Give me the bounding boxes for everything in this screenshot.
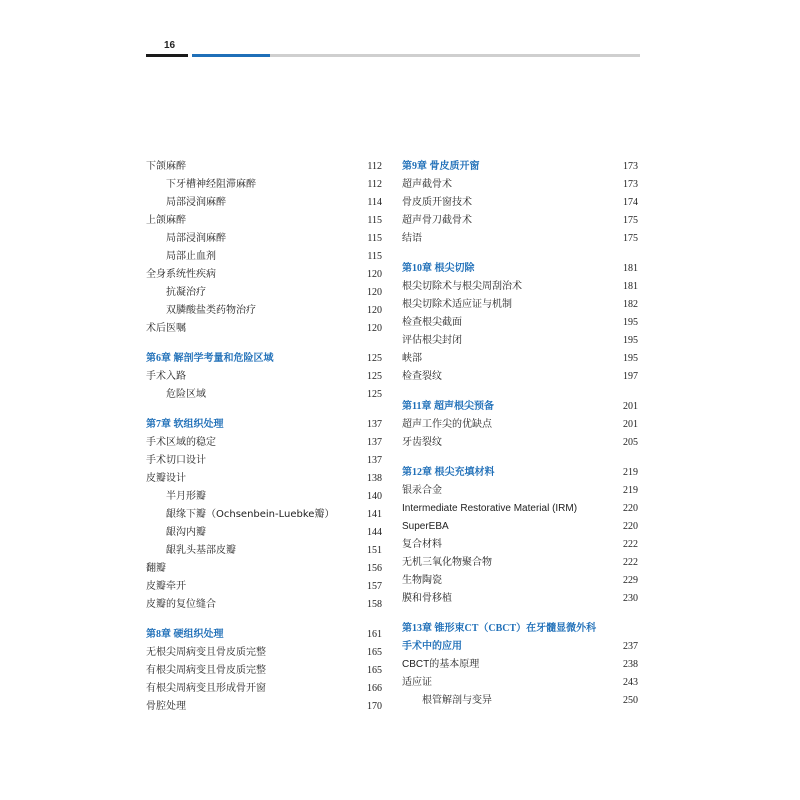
toc-entry-page: 175 xyxy=(623,233,638,244)
toc-chapter-entry[interactable] xyxy=(402,620,638,638)
toc-entry-title: 超声骨刀截骨术 xyxy=(402,215,472,226)
toc-entry[interactable] xyxy=(146,506,382,524)
toc-entry-page: 165 xyxy=(367,647,382,658)
toc-entry-page: 219 xyxy=(623,485,638,496)
toc-entry-title: SuperEBA xyxy=(402,521,449,532)
toc-entry-page: 137 xyxy=(367,455,382,466)
toc-entry[interactable] xyxy=(402,482,638,500)
toc-entry-title: 双膦酸盐类药物治疗 xyxy=(166,305,256,316)
toc-entry-title: 第9章 骨皮质开窗 xyxy=(402,161,480,172)
toc-entry-page: 237 xyxy=(623,641,638,652)
toc-entry-page: 120 xyxy=(367,287,382,298)
toc-entry-page: 201 xyxy=(623,401,638,412)
toc-entry-page: 250 xyxy=(623,695,638,706)
section-gap xyxy=(146,404,382,416)
toc-entry-page: 166 xyxy=(367,683,382,694)
toc-entry-page: 220 xyxy=(623,521,638,532)
toc-entry-page: 243 xyxy=(623,677,638,688)
toc-entry[interactable] xyxy=(402,314,638,332)
toc-entry-page: 125 xyxy=(367,371,382,382)
toc-entry-page: 120 xyxy=(367,305,382,316)
toc-entry[interactable] xyxy=(146,434,382,452)
toc-chapter-entry[interactable] xyxy=(146,626,382,644)
toc-entry[interactable] xyxy=(146,470,382,488)
toc-entry-title: 翻瓣 xyxy=(146,563,166,574)
toc-entry-title: 银汞合金 xyxy=(402,485,442,496)
toc-entry-title: 龈乳头基部皮瓣 xyxy=(166,545,236,556)
toc-entry-title: 无根尖周病变且骨皮质完整 xyxy=(146,647,266,658)
toc-entry[interactable] xyxy=(146,176,382,194)
toc-entry-page: 174 xyxy=(623,197,638,208)
toc-entry-title: 术后医嘱 xyxy=(146,323,186,334)
toc-entry-title: 手术切口设计 xyxy=(146,455,206,466)
toc-entry-page: 197 xyxy=(623,371,638,382)
section-gap xyxy=(402,386,638,398)
toc-entry[interactable] xyxy=(146,194,382,212)
toc-entry[interactable] xyxy=(146,386,382,404)
toc-entry-page: 181 xyxy=(623,281,638,292)
toc-entry[interactable] xyxy=(146,542,382,560)
toc-entry[interactable] xyxy=(402,416,638,434)
toc-entry[interactable] xyxy=(146,248,382,266)
toc-entry-title: 皮瓣设计 xyxy=(146,473,186,484)
toc-entry-page: 115 xyxy=(367,215,382,226)
toc-entry-page: 238 xyxy=(623,659,638,670)
toc-entry-title: 全身系统性疾病 xyxy=(146,269,216,280)
toc-entry[interactable] xyxy=(146,698,382,716)
toc-entry[interactable] xyxy=(146,266,382,284)
toc-entry-title: 龈沟内瓣 xyxy=(166,527,206,538)
toc-entry-title: 根管解剖与变异 xyxy=(422,695,492,706)
toc-entry-title: 手术区域的稳定 xyxy=(146,437,216,448)
toc-entry-page: 120 xyxy=(367,269,382,280)
section-gap xyxy=(402,248,638,260)
toc-entry[interactable] xyxy=(146,320,382,338)
toc-entry[interactable] xyxy=(402,656,638,674)
toc-entry-title: 骨皮质开窗技术 xyxy=(402,197,472,208)
toc-left-column xyxy=(146,158,382,716)
toc-entry-title: 龈缘下瓣（Ochsenbein-Luebke瓣） xyxy=(166,509,335,520)
toc-entry-page: 125 xyxy=(367,389,382,400)
toc-entry-title: 局部浸润麻醉 xyxy=(166,197,226,208)
toc-entry-title: CBCT的基本原理 xyxy=(402,659,480,670)
toc-entry-title: 局部止血剂 xyxy=(166,251,216,262)
toc-entry-page: 182 xyxy=(623,299,638,310)
toc-entry[interactable] xyxy=(146,524,382,542)
toc-entry-page: 219 xyxy=(623,467,638,478)
toc-entry-page: 120 xyxy=(367,323,382,334)
toc-entry[interactable] xyxy=(402,572,638,590)
toc-entry-title: 有根尖周病变且骨皮质完整 xyxy=(146,665,266,676)
toc-entry[interactable] xyxy=(146,596,382,614)
toc-entry-page: 173 xyxy=(623,161,638,172)
toc-entry[interactable] xyxy=(146,368,382,386)
header-rule-dark xyxy=(146,54,188,57)
toc-entry[interactable] xyxy=(402,518,638,536)
toc-entry-title: 根尖切除术与根尖周刮治术 xyxy=(402,281,522,292)
toc-entry[interactable] xyxy=(402,554,638,572)
toc-entry-page: 165 xyxy=(367,665,382,676)
toc-entry-page: 125 xyxy=(367,353,382,364)
toc-entry[interactable] xyxy=(146,662,382,680)
toc-entry[interactable] xyxy=(146,644,382,662)
toc-entry-page: 137 xyxy=(367,437,382,448)
toc-entry-title: 抗凝治疗 xyxy=(166,287,206,298)
toc-entry-page: 222 xyxy=(623,539,638,550)
toc-entry-page: 222 xyxy=(623,557,638,568)
toc-entry-page: 173 xyxy=(623,179,638,190)
toc-entry-page: 195 xyxy=(623,335,638,346)
toc-chapter-entry[interactable] xyxy=(146,416,382,434)
toc-entry-page: 144 xyxy=(367,527,382,538)
toc-entry-title: 第7章 软组织处理 xyxy=(146,419,224,430)
toc-entry-page: 112 xyxy=(367,161,382,172)
section-gap xyxy=(146,614,382,626)
toc-entry-page: 112 xyxy=(367,179,382,190)
toc-chapter-entry[interactable] xyxy=(402,464,638,482)
toc-entry-title: 皮瓣牵开 xyxy=(146,581,186,592)
toc-entry-title: 第6章 解剖学考量和危险区域 xyxy=(146,353,274,364)
toc-entry[interactable] xyxy=(402,194,638,212)
toc-entry[interactable] xyxy=(146,488,382,506)
toc-entry[interactable] xyxy=(402,692,638,710)
toc-entry-title: 局部浸润麻醉 xyxy=(166,233,226,244)
toc-entry-title: 第11章 超声根尖预备 xyxy=(402,401,494,412)
toc-entry-title: 手术中的应用 xyxy=(402,641,462,652)
toc-entry-title: 手术入路 xyxy=(146,371,186,382)
toc-chapter-entry[interactable] xyxy=(402,638,638,656)
toc-entry-title: 超声工作尖的优缺点 xyxy=(402,419,492,430)
toc-entry[interactable] xyxy=(402,332,638,350)
toc-entry-title: 皮瓣的复位缝合 xyxy=(146,599,216,610)
toc-entry-title: 半月形瓣 xyxy=(166,491,206,502)
toc-entry-title: 无机三氧化物聚合物 xyxy=(402,557,492,568)
toc-entry-page: 201 xyxy=(623,419,638,430)
toc-entry[interactable] xyxy=(146,284,382,302)
toc-entry-page: 195 xyxy=(623,317,638,328)
toc-entry[interactable] xyxy=(402,176,638,194)
toc-entry-page: 115 xyxy=(367,233,382,244)
header-rule-blue xyxy=(192,54,270,57)
toc-entry-page: 170 xyxy=(367,701,382,712)
toc-entry-page: 230 xyxy=(623,593,638,604)
toc-entry[interactable] xyxy=(146,158,382,176)
section-gap xyxy=(402,452,638,464)
toc-entry-title: 第13章 锥形束CT（CBCT）在牙髓显微外科 xyxy=(402,623,597,634)
toc-entry-page: 161 xyxy=(367,629,382,640)
toc-entry-title: 下颌麻醉 xyxy=(146,161,186,172)
toc-entry-title: 危险区域 xyxy=(166,389,206,400)
toc-entry-page: 141 xyxy=(367,509,382,520)
toc-entry-title: 评估根尖封闭 xyxy=(402,335,462,346)
toc-chapter-entry[interactable] xyxy=(402,260,638,278)
toc-entry-title: 第12章 根尖充填材料 xyxy=(402,467,495,478)
toc-entry-page: 115 xyxy=(367,251,382,262)
toc-entry[interactable] xyxy=(402,212,638,230)
toc-entry-page: 175 xyxy=(623,215,638,226)
toc-entry[interactable] xyxy=(146,230,382,248)
toc-entry-page: 157 xyxy=(367,581,382,592)
toc-entry[interactable] xyxy=(146,680,382,698)
toc-chapter-entry[interactable] xyxy=(402,398,638,416)
toc-entry-page: 229 xyxy=(623,575,638,586)
toc-entry[interactable] xyxy=(402,368,638,386)
toc-entry-title: 检查根尖截面 xyxy=(402,317,462,328)
toc-entry-title: 适应证 xyxy=(402,677,432,688)
toc-entry[interactable] xyxy=(146,302,382,320)
toc-entry-page: 137 xyxy=(367,419,382,430)
page-number: 16 xyxy=(164,40,176,51)
toc-entry-title: 峡部 xyxy=(402,353,422,364)
section-gap xyxy=(402,608,638,620)
toc-entry[interactable] xyxy=(402,434,638,452)
toc-entry-page: 195 xyxy=(623,353,638,364)
toc-entry-title: 第8章 硬组织处理 xyxy=(146,629,224,640)
toc-entry[interactable] xyxy=(146,578,382,596)
toc-entry[interactable] xyxy=(402,230,638,248)
toc-entry-title: 结语 xyxy=(402,233,422,244)
toc-entry-title: Intermediate Restorative Material (IRM) xyxy=(402,503,578,514)
toc-entry[interactable] xyxy=(402,590,638,608)
toc-entry-page: 114 xyxy=(367,197,382,208)
toc-entry-title: 复合材料 xyxy=(402,539,442,550)
toc-entry-page: 220 xyxy=(623,503,638,514)
toc-entry-page: 205 xyxy=(623,437,638,448)
toc-entry[interactable] xyxy=(402,296,638,314)
toc-entry-page: 181 xyxy=(623,263,638,274)
toc-entry[interactable] xyxy=(402,536,638,554)
toc-entry-page: 138 xyxy=(367,473,382,484)
toc-entry-title: 根尖切除术适应证与机制 xyxy=(402,299,512,310)
toc-entry-page: 140 xyxy=(367,491,382,502)
toc-entry[interactable] xyxy=(402,278,638,296)
toc-entry[interactable] xyxy=(146,212,382,230)
toc-entry[interactable] xyxy=(146,452,382,470)
toc-entry-page: 156 xyxy=(367,563,382,574)
toc-entry-title: 超声截骨术 xyxy=(402,179,452,190)
toc-entry-title: 生物陶瓷 xyxy=(402,575,442,586)
toc-entry-title: 膜和骨移植 xyxy=(402,593,452,604)
toc-right-column xyxy=(402,158,638,710)
toc-entry-title: 有根尖周病变且形成骨开窗 xyxy=(146,683,266,694)
toc-entry[interactable] xyxy=(402,500,638,518)
toc-entry[interactable] xyxy=(146,560,382,578)
toc-entry-title: 第10章 根尖切除 xyxy=(402,263,475,274)
toc-entry[interactable] xyxy=(402,674,638,692)
toc-chapter-entry[interactable] xyxy=(402,158,638,176)
toc-entry-page: 158 xyxy=(367,599,382,610)
section-gap xyxy=(146,338,382,350)
toc-entry[interactable] xyxy=(402,350,638,368)
toc-entry-title: 下牙槽神经阻滞麻醉 xyxy=(166,179,256,190)
toc-entry-title: 骨腔处理 xyxy=(146,701,186,712)
toc-entry-title: 上颌麻醉 xyxy=(146,215,186,226)
header-rule-gray xyxy=(270,54,640,57)
toc-entry-title: 检查裂纹 xyxy=(402,371,442,382)
toc-entry-title: 牙齿裂纹 xyxy=(402,437,442,448)
toc-entry-page: 151 xyxy=(367,545,382,556)
toc-chapter-entry[interactable] xyxy=(146,350,382,368)
